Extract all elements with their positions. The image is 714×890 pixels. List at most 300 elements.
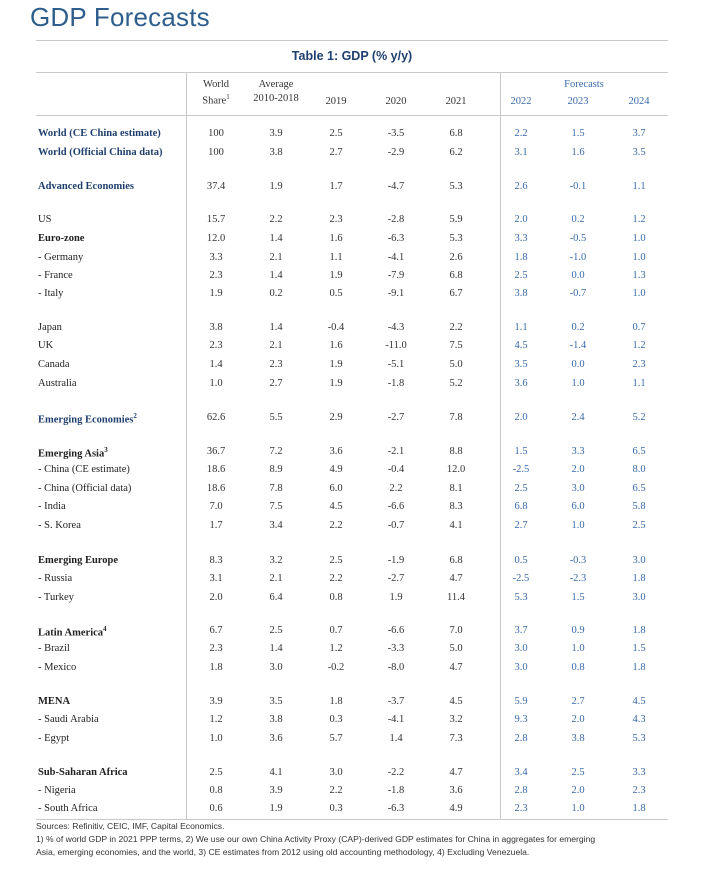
row-value: 1.1 — [329, 252, 343, 263]
table-row — [36, 785, 668, 803]
table-row — [36, 555, 668, 573]
row-value: 4.9 — [329, 464, 343, 475]
row-value: 1.0 — [571, 378, 585, 389]
table-top-rule — [36, 72, 668, 73]
row-value: 1.1 — [632, 378, 646, 389]
row-value: 0.8 — [329, 592, 343, 603]
row-value: 2.4 — [571, 412, 585, 423]
row-value: 2.2 — [449, 322, 463, 333]
row-label: World (CE China estimate) — [38, 128, 161, 139]
row-value: 18.6 — [206, 464, 226, 475]
table-notes — [36, 820, 676, 859]
row-value: -3.3 — [387, 643, 405, 654]
row-value: 4.7 — [449, 573, 463, 584]
row-value: 0.7 — [329, 625, 343, 636]
row-value: 3.8 — [269, 714, 283, 725]
header-year-2021: 2021 — [445, 96, 467, 107]
row-label: - France — [38, 270, 73, 281]
row-value: 5.9 — [449, 214, 463, 225]
table-row — [36, 625, 668, 643]
row-value: 3.0 — [571, 483, 585, 494]
table-row — [36, 592, 668, 610]
table-row — [36, 233, 668, 251]
row-value: 5.3 — [514, 592, 528, 603]
row-value: 3.8 — [514, 288, 528, 299]
row-value: 1.4 — [269, 322, 283, 333]
row-value: 6.8 — [449, 270, 463, 281]
table-row — [36, 412, 668, 430]
row-value: 1.4 — [269, 643, 283, 654]
row-value: -0.1 — [569, 181, 587, 192]
table-row — [36, 446, 668, 464]
row-value: 0.8 — [209, 785, 223, 796]
row-value: 12.0 — [446, 464, 466, 475]
row-label: Japan — [38, 322, 62, 333]
row-value: 2.0 — [514, 214, 528, 225]
row-value: 3.5 — [269, 696, 283, 707]
row-value: 3.4 — [269, 520, 283, 531]
row-value: 7.5 — [269, 501, 283, 512]
row-value: 1.8 — [209, 662, 223, 673]
row-value: 6.5 — [632, 483, 646, 494]
row-value: 2.2 — [389, 483, 403, 494]
row-value: 1.1 — [632, 181, 646, 192]
row-value: 3.6 — [514, 378, 528, 389]
row-value: 3.7 — [632, 128, 646, 139]
row-value: 1.9 — [329, 359, 343, 370]
row-value: 3.6 — [269, 733, 283, 744]
row-value: -9.1 — [387, 288, 405, 299]
row-value: 7.3 — [449, 733, 463, 744]
row-value: 7.5 — [449, 340, 463, 351]
row-value: 8.1 — [449, 483, 463, 494]
row-value: 12.0 — [206, 233, 226, 244]
header-rule — [36, 115, 668, 116]
table-row — [36, 252, 668, 270]
row-label: UK — [38, 340, 54, 351]
row-value: 2.0 — [209, 592, 223, 603]
row-value: 18.6 — [206, 483, 226, 494]
page-title: GDP Forecasts — [30, 2, 210, 32]
row-value: 3.0 — [632, 592, 646, 603]
row-value: 3.5 — [632, 147, 646, 158]
row-value: 2.1 — [269, 252, 283, 263]
row-value: 1.5 — [571, 128, 585, 139]
row-value: 0.9 — [571, 625, 585, 636]
row-value: 6.0 — [571, 501, 585, 512]
notes-footnote-line2: Asia, emerging economies, and the world, 3) CE estimates from 2012 using old accounting methodology, 4) Excluding Venezuela. — [36, 847, 530, 857]
row-value: 3.2 — [269, 555, 283, 566]
row-value: 2.5 — [209, 767, 223, 778]
row-value: 6.8 — [514, 501, 528, 512]
row-value: 8.0 — [632, 464, 646, 475]
row-value: 3.3 — [209, 252, 223, 263]
row-value: 8.3 — [449, 501, 463, 512]
row-value: 2.5 — [571, 767, 585, 778]
row-value: 5.3 — [632, 733, 646, 744]
row-label: Advanced Economies — [38, 181, 134, 192]
row-value: 1.8 — [329, 696, 343, 707]
row-value: -5.1 — [387, 359, 405, 370]
row-value: 2.5 — [632, 520, 646, 531]
row-label: World (Official China data) — [38, 147, 163, 158]
notes-footnote-line1: 1) % of world GDP in 2021 PPP terms, 2) We use our own China Activity Proxy (CAP)-derived GDP estimates for China in aggregates for emerging — [36, 834, 596, 844]
table-row — [36, 322, 668, 340]
row-value: 2.7 — [571, 696, 585, 707]
row-value: 5.9 — [514, 696, 528, 707]
row-value: -0.4 — [327, 322, 345, 333]
row-value: 100 — [208, 147, 224, 158]
row-value: 2.6 — [449, 252, 463, 263]
table-row — [36, 662, 668, 680]
row-value: 7.2 — [269, 446, 283, 457]
row-value: -2.7 — [387, 573, 405, 584]
header-average-label: Average — [258, 79, 294, 90]
row-label: - China (Official data) — [38, 483, 132, 494]
row-value: 36.7 — [206, 446, 226, 457]
table-row — [36, 696, 668, 714]
row-value: -0.5 — [569, 233, 587, 244]
header-world-label: World — [203, 79, 229, 90]
row-value: -1.9 — [387, 555, 405, 566]
row-value: 1.8 — [632, 803, 646, 814]
table-row — [36, 147, 668, 165]
row-value: 1.4 — [389, 733, 403, 744]
row-value: -2.7 — [387, 412, 405, 423]
row-label: - Egypt — [38, 733, 70, 744]
row-value: 1.2 — [209, 714, 223, 725]
row-value: 2.0 — [571, 714, 585, 725]
row-value: 2.2 — [514, 128, 528, 139]
row-value: -11.0 — [385, 340, 407, 351]
row-value: 1.0 — [632, 288, 646, 299]
row-value: 3.3 — [632, 767, 646, 778]
row-value: 7.8 — [269, 483, 283, 494]
row-label: Australia — [38, 378, 77, 389]
row-value: 2.5 — [329, 555, 343, 566]
row-value: 6.7 — [209, 625, 223, 636]
row-value: 6.8 — [449, 128, 463, 139]
row-value: 0.0 — [571, 359, 585, 370]
row-value: -4.7 — [387, 181, 405, 192]
row-value: 2.2 — [269, 214, 283, 225]
row-label: - Germany — [38, 252, 84, 263]
row-value: 4.7 — [449, 767, 463, 778]
header-share-label: Share$^1$ — [202, 93, 230, 107]
row-value: 1.9 — [269, 803, 283, 814]
row-value: 3.1 — [514, 147, 528, 158]
row-value: 2.3 — [269, 359, 283, 370]
row-value: 3.9 — [209, 696, 223, 707]
row-value: 0.0 — [571, 270, 585, 281]
row-value: 3.8 — [571, 733, 585, 744]
row-value: 3.5 — [514, 359, 528, 370]
header-forecasts: Forecasts — [564, 79, 604, 90]
row-value: -2.3 — [569, 573, 587, 584]
row-value: 1.9 — [209, 288, 223, 299]
row-value: 1.0 — [571, 803, 585, 814]
row-value: 0.6 — [209, 803, 223, 814]
header-world-share — [186, 79, 246, 107]
row-value: 2.3 — [209, 340, 223, 351]
row-value: 1.9 — [329, 378, 343, 389]
table-row — [36, 573, 668, 591]
row-label: Canada — [38, 359, 70, 370]
row-value: 1.5 — [632, 643, 646, 654]
row-value: 3.9 — [269, 128, 283, 139]
row-value: 3.8 — [269, 147, 283, 158]
row-value: 2.3 — [209, 643, 223, 654]
row-value: 1.6 — [329, 233, 343, 244]
row-value: 0.3 — [329, 714, 343, 725]
row-value: 4.5 — [329, 501, 343, 512]
row-value: 4.5 — [514, 340, 528, 351]
row-value: 0.2 — [571, 214, 585, 225]
row-value: 1.4 — [269, 233, 283, 244]
row-value: 2.8 — [514, 785, 528, 796]
row-label: - China (CE estimate) — [38, 464, 130, 475]
header-year-2022: 2022 — [510, 96, 532, 107]
row-value: 5.0 — [449, 359, 463, 370]
row-value: 1.5 — [571, 592, 585, 603]
row-label: - Turkey — [38, 592, 74, 603]
table-row — [36, 520, 668, 538]
row-value: -7.9 — [387, 270, 405, 281]
row-value: 5.2 — [449, 378, 463, 389]
row-value: 2.3 — [329, 214, 343, 225]
row-value: 1.9 — [269, 181, 283, 192]
table-row — [36, 340, 668, 358]
row-value: 2.7 — [514, 520, 528, 531]
row-label: Euro-zone — [38, 233, 85, 244]
row-value: 2.6 — [514, 181, 528, 192]
row-value: 3.0 — [514, 643, 528, 654]
row-value: 4.1 — [269, 767, 283, 778]
row-value: 2.8 — [514, 733, 528, 744]
row-value: 6.5 — [632, 446, 646, 457]
row-value: 2.0 — [514, 412, 528, 423]
row-value: 3.6 — [449, 785, 463, 796]
row-value: -1.0 — [569, 252, 587, 263]
table-row — [36, 483, 668, 501]
row-value: 1.0 — [571, 520, 585, 531]
row-value: 5.8 — [632, 501, 646, 512]
row-value: -4.3 — [387, 322, 405, 333]
row-value: 2.5 — [329, 128, 343, 139]
row-value: -4.1 — [387, 714, 405, 725]
row-value: 4.5 — [632, 696, 646, 707]
row-value: 1.2 — [632, 340, 646, 351]
row-value: 0.3 — [329, 803, 343, 814]
row-value: 0.5 — [514, 555, 528, 566]
row-value: -2.1 — [387, 446, 405, 457]
row-value: 2.2 — [329, 520, 343, 531]
row-value: 0.2 — [571, 322, 585, 333]
table-row — [36, 733, 668, 751]
row-value: -0.3 — [569, 555, 587, 566]
row-value: 1.0 — [209, 378, 223, 389]
row-value: 5.5 — [269, 412, 283, 423]
row-value: 8.8 — [449, 446, 463, 457]
row-value: -1.8 — [387, 785, 405, 796]
row-value: 8.3 — [209, 555, 223, 566]
row-value: 4.3 — [632, 714, 646, 725]
row-value: 4.1 — [449, 520, 463, 531]
row-label: - Brazil — [38, 643, 70, 654]
row-value: 62.6 — [206, 412, 226, 423]
row-value: 1.2 — [632, 214, 646, 225]
row-label: Emerging Asia$^3$ — [38, 446, 108, 460]
row-value: 0.8 — [571, 662, 585, 673]
row-value: 5.2 — [632, 412, 646, 423]
row-value: 1.5 — [514, 446, 528, 457]
row-label: - Saudi Arabia — [38, 714, 99, 725]
row-value: 1.0 — [632, 233, 646, 244]
table-row — [36, 359, 668, 377]
row-value: 3.0 — [329, 767, 343, 778]
row-value: 3.1 — [209, 573, 223, 584]
row-value: 2.1 — [269, 340, 283, 351]
title-divider — [36, 40, 668, 41]
row-value: 7.0 — [209, 501, 223, 512]
row-value: 1.0 — [209, 733, 223, 744]
row-label: US — [38, 214, 52, 225]
row-label: Emerging Economies$^2$ — [38, 412, 137, 426]
table-row — [36, 767, 668, 785]
row-value: 3.0 — [269, 662, 283, 673]
row-value: 1.9 — [389, 592, 403, 603]
row-value: 1.0 — [571, 643, 585, 654]
row-value: 6.4 — [269, 592, 283, 603]
row-value: 1.6 — [571, 147, 585, 158]
row-value: -0.7 — [387, 520, 405, 531]
row-value: 1.4 — [269, 270, 283, 281]
row-value: -2.5 — [512, 464, 530, 475]
row-value: -1.8 — [387, 378, 405, 389]
row-value: 1.6 — [329, 340, 343, 351]
row-label: - Italy — [38, 288, 64, 299]
row-value: 2.2 — [329, 785, 343, 796]
row-value: 1.8 — [514, 252, 528, 263]
row-value: -6.6 — [387, 625, 405, 636]
row-label: - S. Korea — [38, 520, 81, 531]
row-value: 37.4 — [206, 181, 226, 192]
row-value: 8.9 — [269, 464, 283, 475]
row-value: 0.2 — [269, 288, 283, 299]
table-row — [36, 378, 668, 396]
row-value: 4.5 — [449, 696, 463, 707]
row-label: - Mexico — [38, 662, 77, 673]
header-year-2019: 2019 — [325, 96, 347, 107]
header-year-2024: 2024 — [628, 96, 650, 107]
row-value: -2.8 — [387, 214, 405, 225]
row-value: 1.8 — [632, 625, 646, 636]
row-value: 2.1 — [269, 573, 283, 584]
row-value: -0.2 — [327, 662, 345, 673]
row-label: MENA — [38, 696, 71, 707]
row-value: 3.0 — [632, 555, 646, 566]
table-row — [36, 643, 668, 661]
row-value: 1.2 — [329, 643, 343, 654]
row-value: -3.7 — [387, 696, 405, 707]
notes-sources: Sources: Refinitiv, CEIC, IMF, Capital Economics. — [36, 821, 225, 831]
row-label: Latin America$^4$ — [38, 625, 107, 639]
header-year-2023: 2023 — [567, 96, 589, 107]
table-row — [36, 128, 668, 146]
row-value: 2.3 — [632, 785, 646, 796]
row-value: -2.2 — [387, 767, 405, 778]
row-value: 3.8 — [209, 322, 223, 333]
row-value: 6.8 — [449, 555, 463, 566]
row-value: 4.9 — [449, 803, 463, 814]
row-value: -2.5 — [512, 573, 530, 584]
row-value: 5.3 — [449, 181, 463, 192]
row-value: 1.4 — [209, 359, 223, 370]
row-value: 2.2 — [329, 573, 343, 584]
table-row — [36, 714, 668, 732]
row-value: 2.5 — [269, 625, 283, 636]
row-value: 100 — [208, 128, 224, 139]
row-value: -0.7 — [569, 288, 587, 299]
row-value: 6.0 — [329, 483, 343, 494]
row-value: 2.0 — [571, 785, 585, 796]
row-value: 1.7 — [329, 181, 343, 192]
row-value: -0.4 — [387, 464, 405, 475]
row-value: 3.3 — [571, 446, 585, 457]
row-value: 9.3 — [514, 714, 528, 725]
row-value: 6.2 — [449, 147, 463, 158]
row-value: -3.5 — [387, 128, 405, 139]
row-value: -2.9 — [387, 147, 405, 158]
table-row — [36, 501, 668, 519]
row-value: 15.7 — [206, 214, 226, 225]
table-row — [36, 181, 668, 199]
row-value: 5.0 — [449, 643, 463, 654]
table-row — [36, 288, 668, 306]
row-value: 2.7 — [329, 147, 343, 158]
row-value: 3.9 — [269, 785, 283, 796]
row-value: 5.7 — [329, 733, 343, 744]
row-value: 0.7 — [632, 322, 646, 333]
row-value: 6.7 — [449, 288, 463, 299]
row-value: 7.8 — [449, 412, 463, 423]
row-value: -6.3 — [387, 803, 405, 814]
row-value: 2.5 — [514, 483, 528, 494]
row-value: 3.3 — [514, 233, 528, 244]
row-value: -6.6 — [387, 501, 405, 512]
row-value: 2.5 — [514, 270, 528, 281]
row-value: 7.0 — [449, 625, 463, 636]
row-value: 5.3 — [449, 233, 463, 244]
row-value: 2.3 — [632, 359, 646, 370]
row-value: 4.7 — [449, 662, 463, 673]
row-label: - India — [38, 501, 66, 512]
row-value: 0.5 — [329, 288, 343, 299]
table-row — [36, 214, 668, 232]
row-value: 1.8 — [632, 662, 646, 673]
row-value: 3.7 — [514, 625, 528, 636]
row-value: 1.8 — [632, 573, 646, 584]
row-value: 1.0 — [632, 252, 646, 263]
row-value: 1.3 — [632, 270, 646, 281]
row-value: 3.0 — [514, 662, 528, 673]
row-label: Sub-Saharan Africa — [38, 767, 128, 778]
row-value: -6.3 — [387, 233, 405, 244]
header-year-2020: 2020 — [385, 96, 407, 107]
row-value: 1.7 — [209, 520, 223, 531]
table-row — [36, 270, 668, 288]
row-value: 2.3 — [514, 803, 528, 814]
